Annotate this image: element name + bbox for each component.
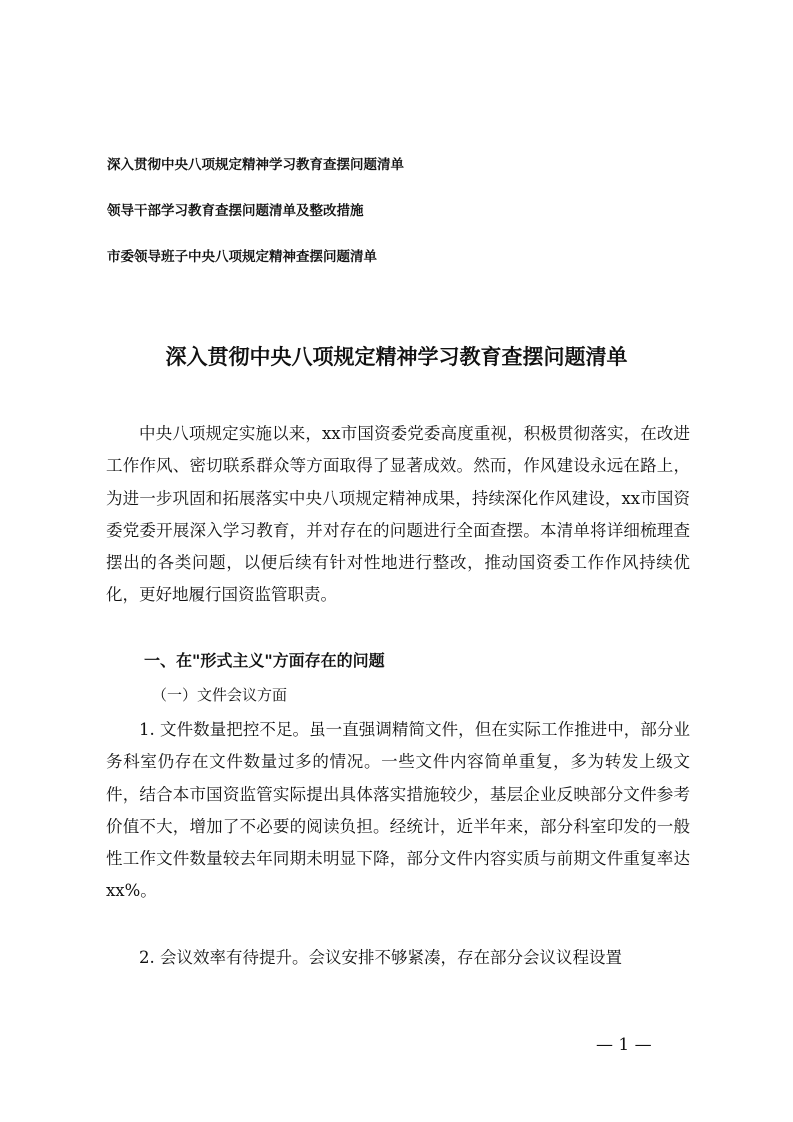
subsection-heading: （一）文件会议方面 [152, 686, 288, 704]
item-paragraph-2: 2. 会议效率有待提升。会议安排不够紧凑，存在部分会议议程设置 [139, 948, 622, 967]
section-heading: 一、在"形式主义"方面存在的问题 [144, 651, 385, 670]
item-paragraph-1: 1. 文件数量把控不足。虽一直强调精简文件，但在实际工作推进中，部分业务科室仍存在文件数量过多的情况。一些文件内容简单重复，多为转发上级文件，结合本市国资监管实际提出具体落实措施较少，基层企业反映部分文件参考价值不大，增加了不必要的阅读负担。经统计，近半年来，部分科室印发的一般性工作文件数量较去年同期未明显下降，部分文件内容实质与前期文件重复率达xx%。 [106, 720, 690, 901]
intro-paragraph: 中央八项规定实施以来，xx市国资委党委高度重视，积极贯彻落实，在改进工作作风、密切联系群众等方面取得了显著成效。然而，作风建设永远在路上，为进一步巩固和拓展落实中央八项规定精神成果，持续深化作风建设，xx市国资委党委开展深入学习教育，并对存在的问题进行全面查摆。本清单将详细梳理查摆出的各类问题，以便后续有针对性地进行整改，推动国资委工作作风持续优化，更好地履行国资监管职责。 [106, 424, 690, 605]
related-document-title-1[interactable]: 深入贯彻中央八项规定精神学习教育查摆问题清单 [107, 157, 404, 173]
related-document-title-3[interactable]: 市委领导班子中央八项规定精神查摆问题清单 [107, 249, 377, 265]
related-documents-list [107, 156, 707, 294]
document-title: 深入贯彻中央八项规定精神学习教育查摆问题清单 [165, 345, 628, 369]
page-number: — 1 — [596, 1035, 652, 1055]
related-document-title-2[interactable]: 领导干部学习教育查摆问题清单及整改措施 [107, 203, 364, 219]
